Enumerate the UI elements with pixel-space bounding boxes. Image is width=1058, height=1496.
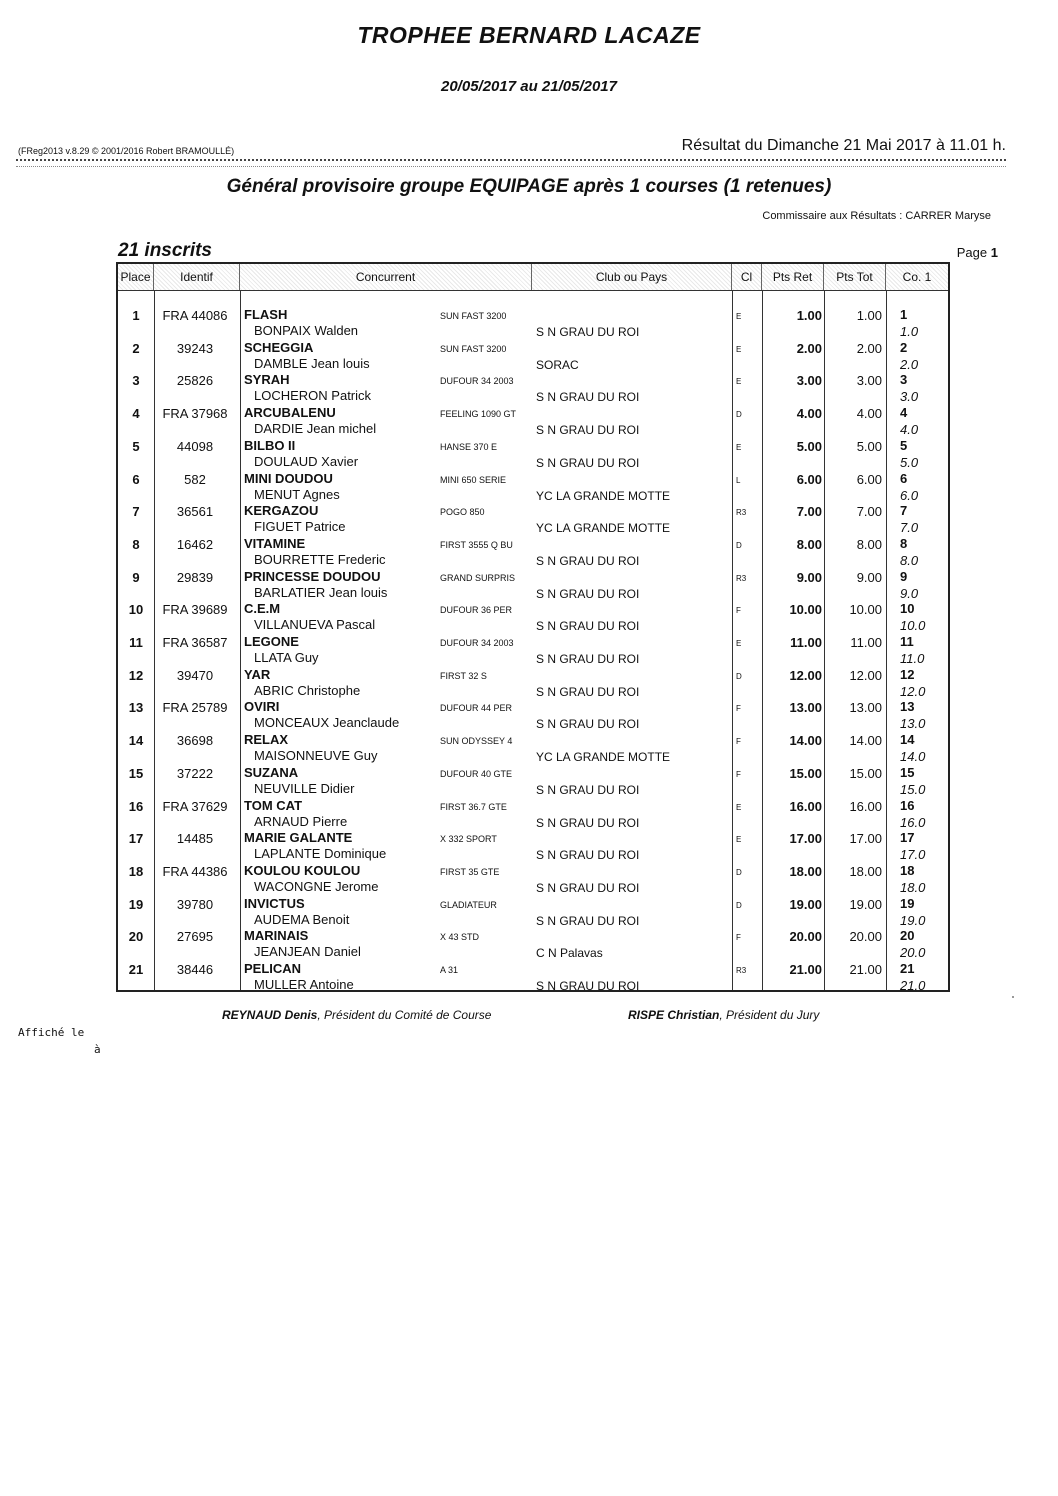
cell-pts-ret: 3.00	[796, 373, 822, 389]
cell-skipper: MONCEAUX Jeanclaude	[254, 715, 400, 731]
cell-club: S N GRAU DU ROI	[536, 913, 640, 928]
cell-pts-tot: 6.00	[856, 471, 882, 487]
race-committee-signature	[222, 1008, 491, 1022]
cell-race1-score: 17.0	[900, 847, 926, 863]
cell-race1-rank: 15	[900, 764, 915, 780]
table-row	[118, 923, 948, 961]
posted-label: Affiché le	[18, 1026, 85, 1039]
cell-club: S N GRAU DU ROI	[536, 390, 640, 405]
cell-class: R3	[736, 508, 747, 518]
cell-club: S N GRAU DU ROI	[536, 717, 640, 732]
cell-race1-score: 4.0	[900, 422, 919, 438]
cell-ident: 14485	[176, 831, 214, 847]
cell-skipper: BOURRETTE Frederic	[254, 551, 386, 567]
col-club: Club ou Pays	[532, 264, 732, 290]
cell-pts-tot: 13.00	[849, 700, 882, 716]
cell-club: C N Palavas	[536, 946, 603, 961]
cell-ident: 25826	[176, 373, 214, 389]
cell-pts-tot: 4.00	[856, 406, 882, 422]
cell-race1-rank: 8	[900, 535, 908, 551]
cell-ident: 27695	[176, 929, 214, 945]
cell-class: F	[736, 704, 741, 714]
cell-boat-name: YAR	[244, 666, 271, 682]
president-name: REYNAUD Denis	[222, 1008, 318, 1022]
cell-place: 2	[132, 340, 140, 356]
cell-pts-ret: 2.00	[796, 340, 822, 356]
cell-race1-rank: 17	[900, 830, 915, 846]
cell-place: 10	[128, 602, 144, 618]
cell-place: 21	[128, 962, 144, 977]
cell-boat-name: KERGAZOU	[244, 503, 319, 519]
cell-boat-model: A 31	[440, 965, 459, 975]
cell-pts-tot: 15.00	[849, 765, 882, 781]
cell-boat-model: POGO 850	[440, 507, 485, 518]
cell-skipper: AUDEMA Benoit	[254, 911, 350, 927]
cell-class: F	[736, 737, 741, 747]
cell-race1-rank: 21	[900, 961, 915, 976]
cell-class: D	[736, 671, 742, 681]
cell-ident: 39780	[176, 896, 214, 912]
cell-boat-name: FLASH	[244, 307, 288, 322]
cell-race1-score: 7.0	[900, 520, 919, 536]
jury-name: RISPE Christian	[628, 1008, 720, 1022]
cell-club: S N GRAU DU ROI	[536, 455, 640, 470]
cell-race1-score: 18.0	[900, 879, 926, 895]
cell-place: 7	[132, 504, 140, 520]
cell-club: SORAC	[536, 357, 579, 372]
cell-race1-rank: 1	[900, 307, 908, 322]
cell-place: 16	[128, 798, 144, 814]
cell-boat-name: TOM CAT	[244, 797, 303, 813]
cell-club: S N GRAU DU ROI	[536, 815, 640, 830]
entrant-count: 21 inscrits	[118, 240, 212, 261]
table-row	[118, 596, 948, 634]
col-identif: Identif	[154, 264, 240, 290]
cell-pts-tot: 2.00	[856, 340, 882, 356]
cell-ident: 38446	[176, 962, 214, 977]
cell-skipper: NEUVILLE Didier	[254, 780, 355, 796]
cell-race1-rank: 9	[900, 568, 908, 584]
cell-boat-model: FIRST 35 GTE	[440, 866, 500, 877]
page-indicator	[957, 245, 998, 260]
table-row	[118, 760, 948, 797]
cell-club: S N GRAU DU ROI	[536, 423, 640, 438]
cell-boat-model: DUFOUR 44 PER	[440, 703, 513, 714]
cell-boat-name: VITAMINE	[244, 535, 306, 551]
cell-boat-model: FIRST 32 S	[440, 670, 487, 681]
col-pts-tot: Pts Tot	[824, 264, 886, 290]
cell-class: R3	[736, 966, 747, 975]
cell-class: E	[736, 802, 742, 812]
cell-class: L	[736, 475, 741, 485]
cell-boat-model: DUFOUR 34 2003	[440, 638, 514, 648]
page-number: 1	[990, 245, 998, 260]
cell-pts-ret: 19.00	[789, 896, 822, 912]
cell-place: 14	[128, 733, 144, 749]
cell-race1-rank: 3	[900, 372, 908, 388]
cell-boat-name: ARCUBALENU	[244, 405, 336, 421]
cell-race1-score: 19.0	[900, 912, 926, 928]
cell-pts-tot: 10.00	[849, 602, 882, 618]
table-row	[118, 302, 948, 339]
cell-race1-score: 10.0	[900, 618, 926, 634]
cell-pts-ret: 6.00	[796, 471, 822, 487]
cell-pts-tot: 17.00	[849, 831, 882, 847]
cell-boat-model: FIRST 3555 Q BU	[440, 539, 513, 550]
software-credit: (FReg2013 v.8.29 © 2001/2016 Robert BRAMOULLÉ)	[18, 146, 235, 156]
cell-place: 9	[132, 569, 140, 585]
cell-ident: 36561	[176, 504, 214, 520]
cell-place: 4	[132, 406, 140, 422]
cell-boat-model: SUN ODYSSEY 4	[440, 736, 513, 747]
cell-race1-score: 1.0	[900, 324, 919, 339]
cell-boat-model: DUFOUR 40 GTE	[440, 768, 513, 779]
cell-boat-model: DUFOUR 34 2003	[440, 376, 514, 387]
cell-ident: 29839	[176, 569, 214, 585]
cell-skipper: BARLATIER Jean louis	[254, 584, 388, 600]
commissioner-line: Commissaire aux Résultats : CARRER Maryse	[762, 210, 991, 222]
cell-race1-score: 2.0	[900, 356, 919, 372]
cell-race1-rank: 10	[900, 601, 915, 617]
col-class: Cl	[732, 264, 762, 290]
cell-race1-score: 11.0	[900, 651, 925, 666]
cell-race1-score: 15.0	[900, 781, 926, 797]
cell-pts-ret: 18.00	[789, 863, 822, 879]
cell-boat-name: RELAX	[244, 732, 289, 748]
cell-boat-model: X 332 SPORT	[440, 834, 497, 845]
table-row	[118, 367, 948, 405]
cell-race1-score: 20.0	[900, 945, 926, 961]
table-row	[118, 400, 948, 438]
cell-club: S N GRAU DU ROI	[536, 619, 640, 634]
cell-pts-ret: 21.00	[789, 962, 822, 977]
cell-boat-model: HANSE 370 E	[440, 441, 498, 452]
cell-race1-score: 3.0	[900, 389, 919, 405]
cell-skipper: MENUT Agnes	[254, 486, 340, 502]
cell-place: 20	[128, 929, 144, 945]
cell-race1-score: 21.0	[900, 978, 926, 993]
cell-boat-name: PRINCESSE DOUDOU	[244, 568, 381, 584]
cell-club: YC LA GRANDE MOTTE	[536, 750, 671, 765]
cell-club: S N GRAU DU ROI	[536, 652, 640, 666]
cell-skipper: VILLANUEVA Pascal	[254, 617, 376, 633]
document-title: TROPHEE BERNARD LACAZE	[357, 22, 701, 48]
cell-class: F	[736, 933, 741, 943]
cell-race1-score: 12.0	[900, 683, 926, 699]
cell-boat-name: SCHEGGIA	[244, 339, 314, 355]
cell-pts-ret: 12.00	[789, 667, 822, 683]
cell-boat-name: OVIRI	[244, 699, 280, 715]
cell-pts-ret: 16.00	[789, 798, 822, 814]
cell-race1-rank: 13	[900, 699, 915, 715]
result-timestamp: Résultat du Dimanche 21 Mai 2017 à 11.01 h.	[681, 137, 1006, 154]
cell-pts-ret: 15.00	[789, 765, 822, 781]
cell-class: D	[736, 900, 742, 910]
cell-ident: FRA 25789	[162, 700, 228, 716]
col-place: Place	[118, 264, 154, 290]
president-role: , Président du Comité de Course	[317, 1008, 492, 1022]
cell-pts-tot: 21.00	[849, 962, 882, 977]
cell-pts-tot: 12.00	[849, 667, 882, 683]
cell-pts-tot: 11.00	[850, 635, 882, 650]
cell-place: 1	[132, 308, 140, 323]
cell-boat-name: PELICAN	[244, 961, 302, 976]
cell-club: S N GRAU DU ROI	[536, 325, 640, 339]
cell-race1-score: 5.0	[900, 454, 919, 470]
cell-pts-tot: 19.00	[849, 896, 882, 912]
cell-race1-rank: 11	[900, 634, 914, 649]
cell-race1-rank: 14	[900, 732, 915, 748]
cell-class: D	[736, 540, 742, 550]
cell-pts-ret: 14.00	[789, 733, 822, 749]
cell-boat-model: FEELING 1090 GT	[440, 409, 517, 420]
cell-place: 13	[128, 700, 144, 716]
cell-ident: 37222	[176, 765, 214, 781]
table-row	[118, 564, 948, 601]
cell-boat-name: INVICTUS	[244, 895, 305, 911]
cell-ident: 16462	[176, 536, 214, 552]
cell-place: 5	[132, 438, 140, 454]
cell-class: E	[736, 377, 742, 387]
cell-race1-rank: 19	[900, 895, 915, 911]
cell-ident: FRA 44086	[162, 308, 228, 323]
cell-skipper: LOCHERON Patrick	[254, 388, 372, 404]
cell-pts-ret: 4.00	[796, 406, 822, 422]
cell-class: E	[736, 835, 742, 845]
cell-boat-name: MARINAIS	[244, 928, 309, 944]
cell-club: YC LA GRANDE MOTTE	[536, 521, 671, 536]
scan-speck	[1012, 996, 1014, 998]
cell-boat-name: LEGONE	[244, 634, 299, 649]
table-row	[118, 629, 948, 666]
cell-class: E	[736, 312, 742, 321]
cell-race1-score: 14.0	[900, 749, 926, 765]
cell-race1-rank: 4	[900, 405, 908, 421]
cell-pts-tot: 7.00	[856, 504, 882, 520]
cell-class: E	[736, 442, 742, 452]
cell-pts-ret: 7.00	[796, 504, 822, 520]
table-row	[118, 433, 948, 470]
cell-skipper: WACONGNE Jerome	[254, 878, 379, 894]
cell-boat-name: SYRAH	[244, 372, 290, 388]
cell-place: 19	[128, 896, 144, 912]
cell-boat-name: C.E.M	[244, 601, 281, 617]
table-row	[118, 793, 948, 830]
cell-race1-score: 13.0	[900, 716, 926, 732]
cell-boat-name: MARIE GALANTE	[244, 830, 353, 846]
cell-club: YC LA GRANDE MOTTE	[536, 488, 671, 503]
cell-race1-rank: 20	[900, 928, 915, 944]
table-row	[118, 858, 948, 895]
event-dates: 20/05/2017 au 21/05/2017	[441, 78, 617, 95]
cell-skipper: LLATA Guy	[254, 650, 319, 665]
cell-boat-model: X 43 STD	[440, 932, 480, 943]
cell-skipper: DAMBLE Jean louis	[254, 355, 370, 371]
cell-skipper: ARNAUD Pierre	[254, 813, 348, 829]
cell-place: 6	[132, 471, 140, 487]
cell-pts-ret: 13.00	[789, 700, 822, 716]
cell-ident: FRA 37968	[162, 406, 228, 422]
cell-skipper: FIGUET Patrice	[254, 519, 346, 535]
table-row	[118, 694, 948, 732]
cell-race1-score: 8.0	[900, 552, 919, 568]
col-concurrent: Concurrent	[240, 264, 532, 290]
cell-club: S N GRAU DU ROI	[536, 880, 640, 895]
cell-skipper: BONPAIX Walden	[254, 323, 359, 338]
cell-pts-ret: 5.00	[796, 438, 822, 454]
cell-ident: FRA 37629	[162, 798, 228, 814]
table-row	[118, 531, 948, 568]
posted-at-label: à	[94, 1043, 101, 1056]
table-row	[118, 727, 948, 765]
table-row	[118, 498, 948, 536]
cell-pts-ret: 20.00	[789, 929, 822, 945]
cell-pts-tot: 3.00	[856, 373, 882, 389]
col-pts-ret: Pts Ret	[762, 264, 824, 290]
header-divider	[16, 159, 1006, 167]
jury-role: , Président du Jury	[719, 1008, 820, 1022]
cell-pts-tot: 18.00	[849, 863, 882, 879]
cell-skipper: DARDIE Jean michel	[254, 421, 377, 437]
cell-boat-name: KOULOU KOULOU	[244, 862, 361, 878]
cell-pts-ret: 9.00	[796, 569, 822, 585]
cell-place: 17	[128, 831, 144, 847]
cell-ident: FRA 36587	[162, 635, 228, 650]
table-row	[118, 825, 948, 863]
cell-place: 18	[128, 863, 144, 879]
cell-pts-tot: 5.00	[856, 438, 882, 454]
cell-race1-rank: 16	[900, 797, 915, 813]
cell-race1-score: 16.0	[900, 814, 926, 830]
cell-race1-rank: 6	[900, 470, 908, 486]
cell-boat-name: BILBO II	[244, 437, 296, 453]
cell-pts-tot: 16.00	[849, 798, 882, 814]
cell-pts-ret: 8.00	[796, 536, 822, 552]
cell-pts-tot: 20.00	[849, 929, 882, 945]
cell-pts-tot: 8.00	[856, 536, 882, 552]
cell-race1-rank: 2	[900, 339, 908, 355]
table-row	[118, 466, 948, 503]
cell-class: R3	[736, 573, 747, 583]
cell-ident: 36698	[176, 733, 214, 749]
ranking-subtitle: Général provisoire groupe EQUIPAGE après 1 courses (1 retenues)	[226, 176, 832, 197]
cell-skipper: MAISONNEUVE Guy	[254, 748, 378, 764]
cell-boat-model: GRAND SURPRIS	[440, 572, 516, 583]
cell-race1-score: 6.0	[900, 487, 919, 503]
cell-pts-tot: 9.00	[856, 569, 882, 585]
cell-skipper: LAPLANTE Dominique	[254, 846, 387, 862]
cell-race1-rank: 12	[900, 666, 915, 682]
cell-club: S N GRAU DU ROI	[536, 684, 640, 699]
cell-boat-model: GLADIATEUR	[440, 899, 497, 910]
cell-pts-ret: 11.00	[790, 635, 822, 650]
results-table	[116, 262, 950, 992]
cell-skipper: DOULAUD Xavier	[254, 453, 359, 469]
cell-class: F	[736, 606, 741, 616]
cell-place: 11	[129, 635, 143, 650]
cell-club: S N GRAU DU ROI	[536, 848, 640, 863]
cell-pts-ret: 17.00	[789, 831, 822, 847]
cell-boat-name: SUZANA	[244, 764, 299, 780]
table-row	[118, 956, 948, 993]
cell-pts-ret: 1.00	[796, 308, 822, 323]
table-header	[118, 264, 948, 291]
cell-class: E	[736, 344, 742, 354]
cell-boat-model: DUFOUR 36 PER	[440, 605, 513, 616]
cell-boat-model: FIRST 36.7 GTE	[440, 801, 507, 812]
cell-ident: 39243	[176, 340, 214, 356]
cell-ident: 44098	[176, 438, 214, 454]
cell-race1-rank: 7	[900, 503, 908, 519]
cell-ident: 39470	[176, 667, 214, 683]
jury-signature	[628, 1008, 819, 1022]
cell-boat-model: SUN FAST 3200	[440, 343, 507, 354]
cell-club: S N GRAU DU ROI	[536, 553, 640, 568]
cell-pts-ret: 10.00	[789, 602, 822, 618]
cell-place: 3	[132, 373, 140, 389]
cell-skipper: JEANJEAN Daniel	[254, 944, 361, 960]
cell-place: 8	[132, 536, 140, 552]
cell-boat-name: MINI DOUDOU	[244, 470, 333, 486]
col-co1: Co. 1	[886, 264, 948, 290]
cell-class: E	[736, 639, 742, 648]
cell-pts-tot: 14.00	[849, 733, 882, 749]
cell-ident: FRA 44386	[162, 863, 228, 879]
cell-skipper: ABRIC Christophe	[254, 682, 361, 698]
cell-ident: 582	[184, 471, 206, 487]
cell-club: S N GRAU DU ROI	[536, 782, 640, 797]
cell-club: S N GRAU DU ROI	[536, 586, 640, 601]
cell-race1-rank: 5	[900, 437, 908, 453]
cell-boat-model: MINI 650 SERIE	[440, 474, 507, 485]
cell-pts-tot: 1.00	[856, 308, 882, 323]
cell-boat-model: SUN FAST 3200	[440, 311, 507, 321]
cell-race1-rank: 18	[900, 862, 915, 878]
cell-place: 12	[128, 667, 144, 683]
table-row	[118, 662, 948, 699]
cell-class: D	[736, 410, 742, 420]
cell-club: S N GRAU DU ROI	[536, 979, 640, 993]
cell-place: 15	[128, 765, 144, 781]
cell-class: D	[736, 867, 742, 877]
cell-race1-score: 9.0	[900, 585, 919, 601]
table-row	[118, 335, 948, 372]
table-row	[118, 891, 948, 928]
cell-skipper: MULLER Antoine	[254, 977, 354, 992]
cell-ident: FRA 39689	[162, 602, 228, 618]
cell-class: F	[736, 769, 741, 779]
page-label: Page	[956, 245, 988, 260]
